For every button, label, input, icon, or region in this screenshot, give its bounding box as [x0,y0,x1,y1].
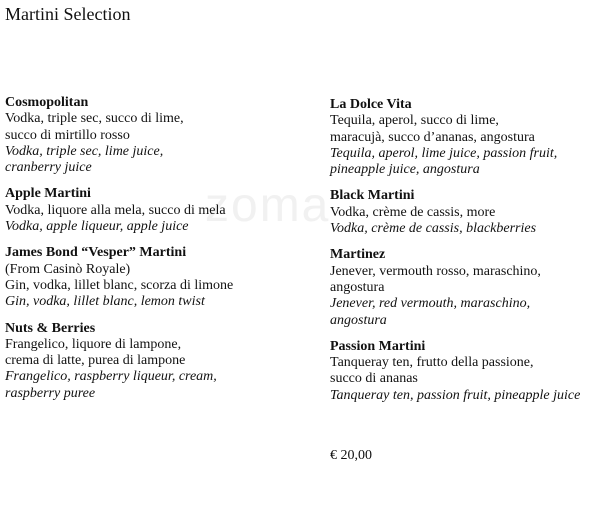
menu-item-martinez [330,247,600,328]
menu-item-vesper-martini [5,245,295,310]
item-name: Passion Martini [330,338,426,354]
item-ingredients-it: Tanqueray ten, frutto della passione, [330,355,534,371]
menu-item-apple-martini [5,186,295,235]
watermark: zoma [205,179,331,232]
item-ingredients-it: succo di ananas [330,371,418,387]
item-ingredients-it: crema di latte, purea di lampone [5,353,186,369]
item-ingredients-en: angostura [330,312,387,328]
item-ingredients-en: Vodka, crème de cassis, blackberries [330,221,537,237]
menu-item-cosmopolitan [5,95,295,176]
menu-item-passion-martini [330,339,600,404]
right-column [330,97,600,414]
item-ingredients-it: Vodka, liquore alla mela, succo di mela [5,202,226,218]
item-name: La Dolce Vita [330,97,412,112]
item-ingredients-it: Vodka, crème de cassis, more [330,204,496,220]
menu-item-la-dolce-vita [330,97,600,178]
item-ingredients-it: Tequila, aperol, succo di lime, [330,113,499,129]
item-name: James Bond “Vesper” Martini [5,245,187,261]
item-ingredients-en: Gin, vodka, lillet blanc, lemon twist [5,294,205,310]
item-ingredients-en: Frangelico, raspberry liqueur, cream, [5,369,217,385]
item-ingredients-it: Frangelico, liquore di lampone, [5,336,182,352]
item-ingredients-it: Gin, vodka, lillet blanc, scorza di limone [5,277,234,293]
item-ingredients-it: maracujà, succo d’ananas, angostura [330,129,535,145]
left-column [5,95,295,412]
item-ingredients-it: Jenever, vermouth rosso, maraschino, [330,263,541,279]
item-ingredients-it: succo di mirtillo rosso [5,127,130,143]
item-ingredients-it: angostura [330,279,385,295]
item-ingredients-it: Vodka, triple sec, succo di lime, [5,111,184,127]
item-name: Apple Martini [5,186,91,202]
item-name: Nuts & Berries [5,320,96,336]
menu-item-black-martini [330,188,600,237]
menu-item-nuts-berries [5,321,295,402]
item-name: Cosmopolitan [5,95,89,110]
item-ingredients-en: Tequila, aperol, lime juice, passion fruit, [330,145,558,161]
item-ingredients-en: pineapple juice, angostura [330,162,480,178]
item-ingredients-en: cranberry juice [5,160,92,176]
item-name: Martinez [330,247,386,263]
price: € 20,00 [330,448,372,463]
item-ingredients-en: Vodka, apple liqueur, apple juice [5,219,189,235]
item-ingredients-en: Jenever, red vermouth, maraschino, [330,296,531,312]
page-title: Martini Selection [5,4,131,24]
item-ingredients-en: Vodka, triple sec, lime juice, [5,143,164,159]
item-note: (From Casinò Royale) [5,261,131,277]
item-ingredients-en: Tanqueray ten, passion fruit, pineapple juice [330,387,581,403]
item-name: Black Martini [330,188,415,204]
item-ingredients-en: raspberry puree [5,385,96,401]
